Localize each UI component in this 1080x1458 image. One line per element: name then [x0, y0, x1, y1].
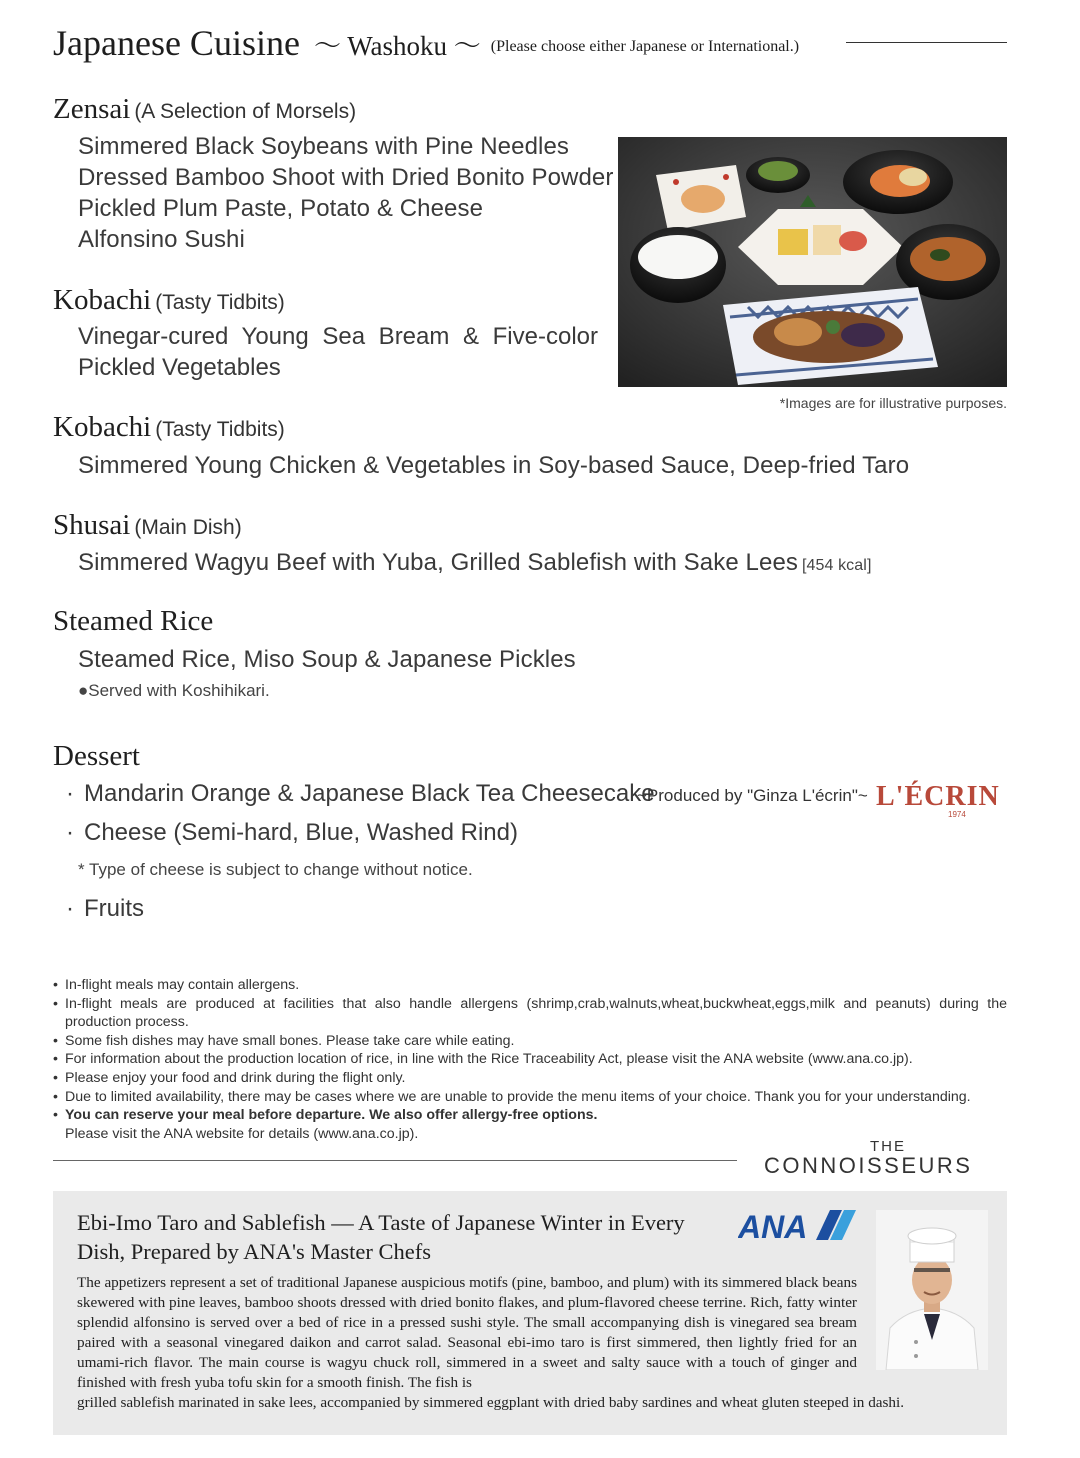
section-heading-shusai [53, 509, 242, 542]
menu-item: Pickled Plum Paste, Potato & Cheese [78, 195, 484, 222]
title-divider [846, 42, 1007, 43]
footnote-continuation: Please visit the ANA website for details (www.ana.co.jp). [65, 1125, 419, 1142]
dessert-item: · Cheese (Semi-hard, Blue, Washed Rind) [66, 819, 518, 846]
connoisseurs-logo: CONNOISSEURS [764, 1153, 973, 1178]
connoisseurs-the: THE [870, 1138, 906, 1155]
heading-jp: Shusai [53, 509, 131, 541]
lecrin-logo-year: 1974 [948, 810, 966, 819]
section-heading-kobachi-2 [53, 411, 285, 444]
lecrin-logo-mark [876, 779, 1008, 819]
dessert-item-text: Fruits [84, 895, 144, 922]
section-heading-dessert [53, 740, 140, 773]
title-note: (Please choose either Japanese or International.) [490, 38, 800, 55]
dessert-item: · Fruits [66, 895, 144, 922]
heading-en: (Main Dish) [134, 516, 242, 539]
rice-note: ●Served with Koshihikari. [78, 681, 270, 700]
footnotes-list [53, 976, 1007, 1143]
heading-jp: Steamed Rice [53, 605, 214, 637]
menu-item: Simmered Black Soybeans with Pine Needles [78, 133, 570, 160]
footnote: • In-flight meals may contain allergens. [53, 976, 1007, 995]
ana-logo [738, 1208, 856, 1242]
dessert-item-text: Cheese (Semi-hard, Blue, Washed Rind) [84, 819, 518, 846]
meal-photo-illustration [618, 137, 1007, 387]
footer-divider [53, 1160, 737, 1161]
meal-photo [618, 137, 1007, 387]
lecrin-logo-text: L'ÉCRIN [876, 781, 1000, 812]
menu-item: Simmered Young Chicken & Vegetables in Soy-based Sauce, Deep-fried Taro [78, 452, 910, 479]
menu-item: Vinegar-cured Young Sea Bream & Five-color Pickled Vegetables [78, 323, 598, 381]
heading-en: (Tasty Tidbits) [155, 418, 285, 441]
chef-photo-illustration [876, 1210, 988, 1370]
chef-feature-body-last-line: grilled sablefish marinated in sake lees, accompanied by simmered eggplant with dried baby sardines and wheat gluten steeped in dashi. [77, 1394, 905, 1411]
footnote: • Some fish dishes may have small bones. Please take care while eating. [53, 1032, 1007, 1051]
calorie-label: [454 kcal] [802, 557, 872, 574]
chef-feature-title: Ebi-Imo Taro and Sablefish — A Taste of Japanese Winter in Every Dish, Prepared by ANA's Master Chefs [77, 1210, 685, 1264]
footnote-bold-text: You can reserve your meal before departure. We also offer allergy-free options. [65, 1107, 598, 1124]
section-heading-rice [53, 605, 213, 638]
chef-feature-body: The appetizers represent a set of traditional Japanese auspicious motifs (pine, bamboo, and plum) with its simmered black beans skewered with pine leaves, bamboo shoots dressed with dried bonito flakes, and plum-flavored cheese terrine. Rich, fatty winter splendid alfonsino is served over a bed of rice in a pressed sushi style. The small accompanying dish is vinegared sea bream paired with a seasonal vinegared daikon and carrot salad. Seasonal ebi-imo taro is first simmered, then lightly fried for an umami-rich flavor. The main course is wagyu chuck roll, simmered in a sweet and salty sauce with a touch of ginger and finished with fresh yuba tofu skin for a smooth finish. The fish is [77, 1274, 857, 1391]
section-heading-kobachi [53, 284, 285, 317]
footnote: • Due to limited availability, there may be cases where we are unable to provide the menu items of your choice. Thank you for your understanding. [53, 1088, 1007, 1107]
produced-by: ~Produced by "Ginza L'écrin"~ [637, 786, 868, 805]
menu-item: Dressed Bamboo Shoot with Dried Bonito Powder [78, 164, 614, 191]
dessert-item: · Mandarin Orange & Japanese Black Tea Cheesecake [66, 780, 655, 807]
title-subtitle: ～ Washoku ～ [313, 31, 481, 61]
heading-jp: Zensai [53, 93, 131, 125]
chef-photo [876, 1210, 988, 1370]
heading-en: (A Selection of Morsels) [134, 100, 357, 123]
heading-jp: Kobachi [53, 411, 152, 443]
footnote: • In-flight meals are produced at facilities that also handle allergens (shrimp,crab,walnuts,wheat,buckwheat,eggs,milk and peanuts) during the production process. [53, 995, 1007, 1032]
cheese-note: * Type of cheese is subject to change without notice. [78, 860, 473, 879]
ana-logo-text: ANA [738, 1209, 808, 1242]
ana-logo-mark [738, 1208, 856, 1242]
page-title [53, 22, 799, 64]
footnote-reservation [53, 1106, 1007, 1125]
photo-caption: *Images are for illustrative purposes. [779, 395, 1007, 411]
menu-item-text: Simmered Wagyu Beef with Yuba, Grilled Sablefish with Sake Lees [78, 549, 798, 576]
title-main: Japanese Cuisine [53, 23, 300, 63]
heading-jp: Kobachi [53, 284, 152, 316]
heading-en: (Tasty Tidbits) [155, 291, 285, 314]
footnote: • Please enjoy your food and drink during the flight only. [53, 1069, 1007, 1088]
section-heading-zensai [53, 93, 356, 126]
footnote: • For information about the production location of rice, in line with the Rice Traceability Act, please visit the ANA website (www.ana.co.jp). [53, 1050, 1007, 1069]
menu-item: Alfonsino Sushi [78, 226, 245, 253]
menu-item [78, 547, 871, 581]
dessert-item-text: Mandarin Orange & Japanese Black Tea Cheesecake [84, 780, 655, 807]
lecrin-logo [876, 779, 1008, 819]
menu-item: Steamed Rice, Miso Soup & Japanese Pickles [78, 646, 576, 673]
heading-jp: Dessert [53, 740, 140, 772]
